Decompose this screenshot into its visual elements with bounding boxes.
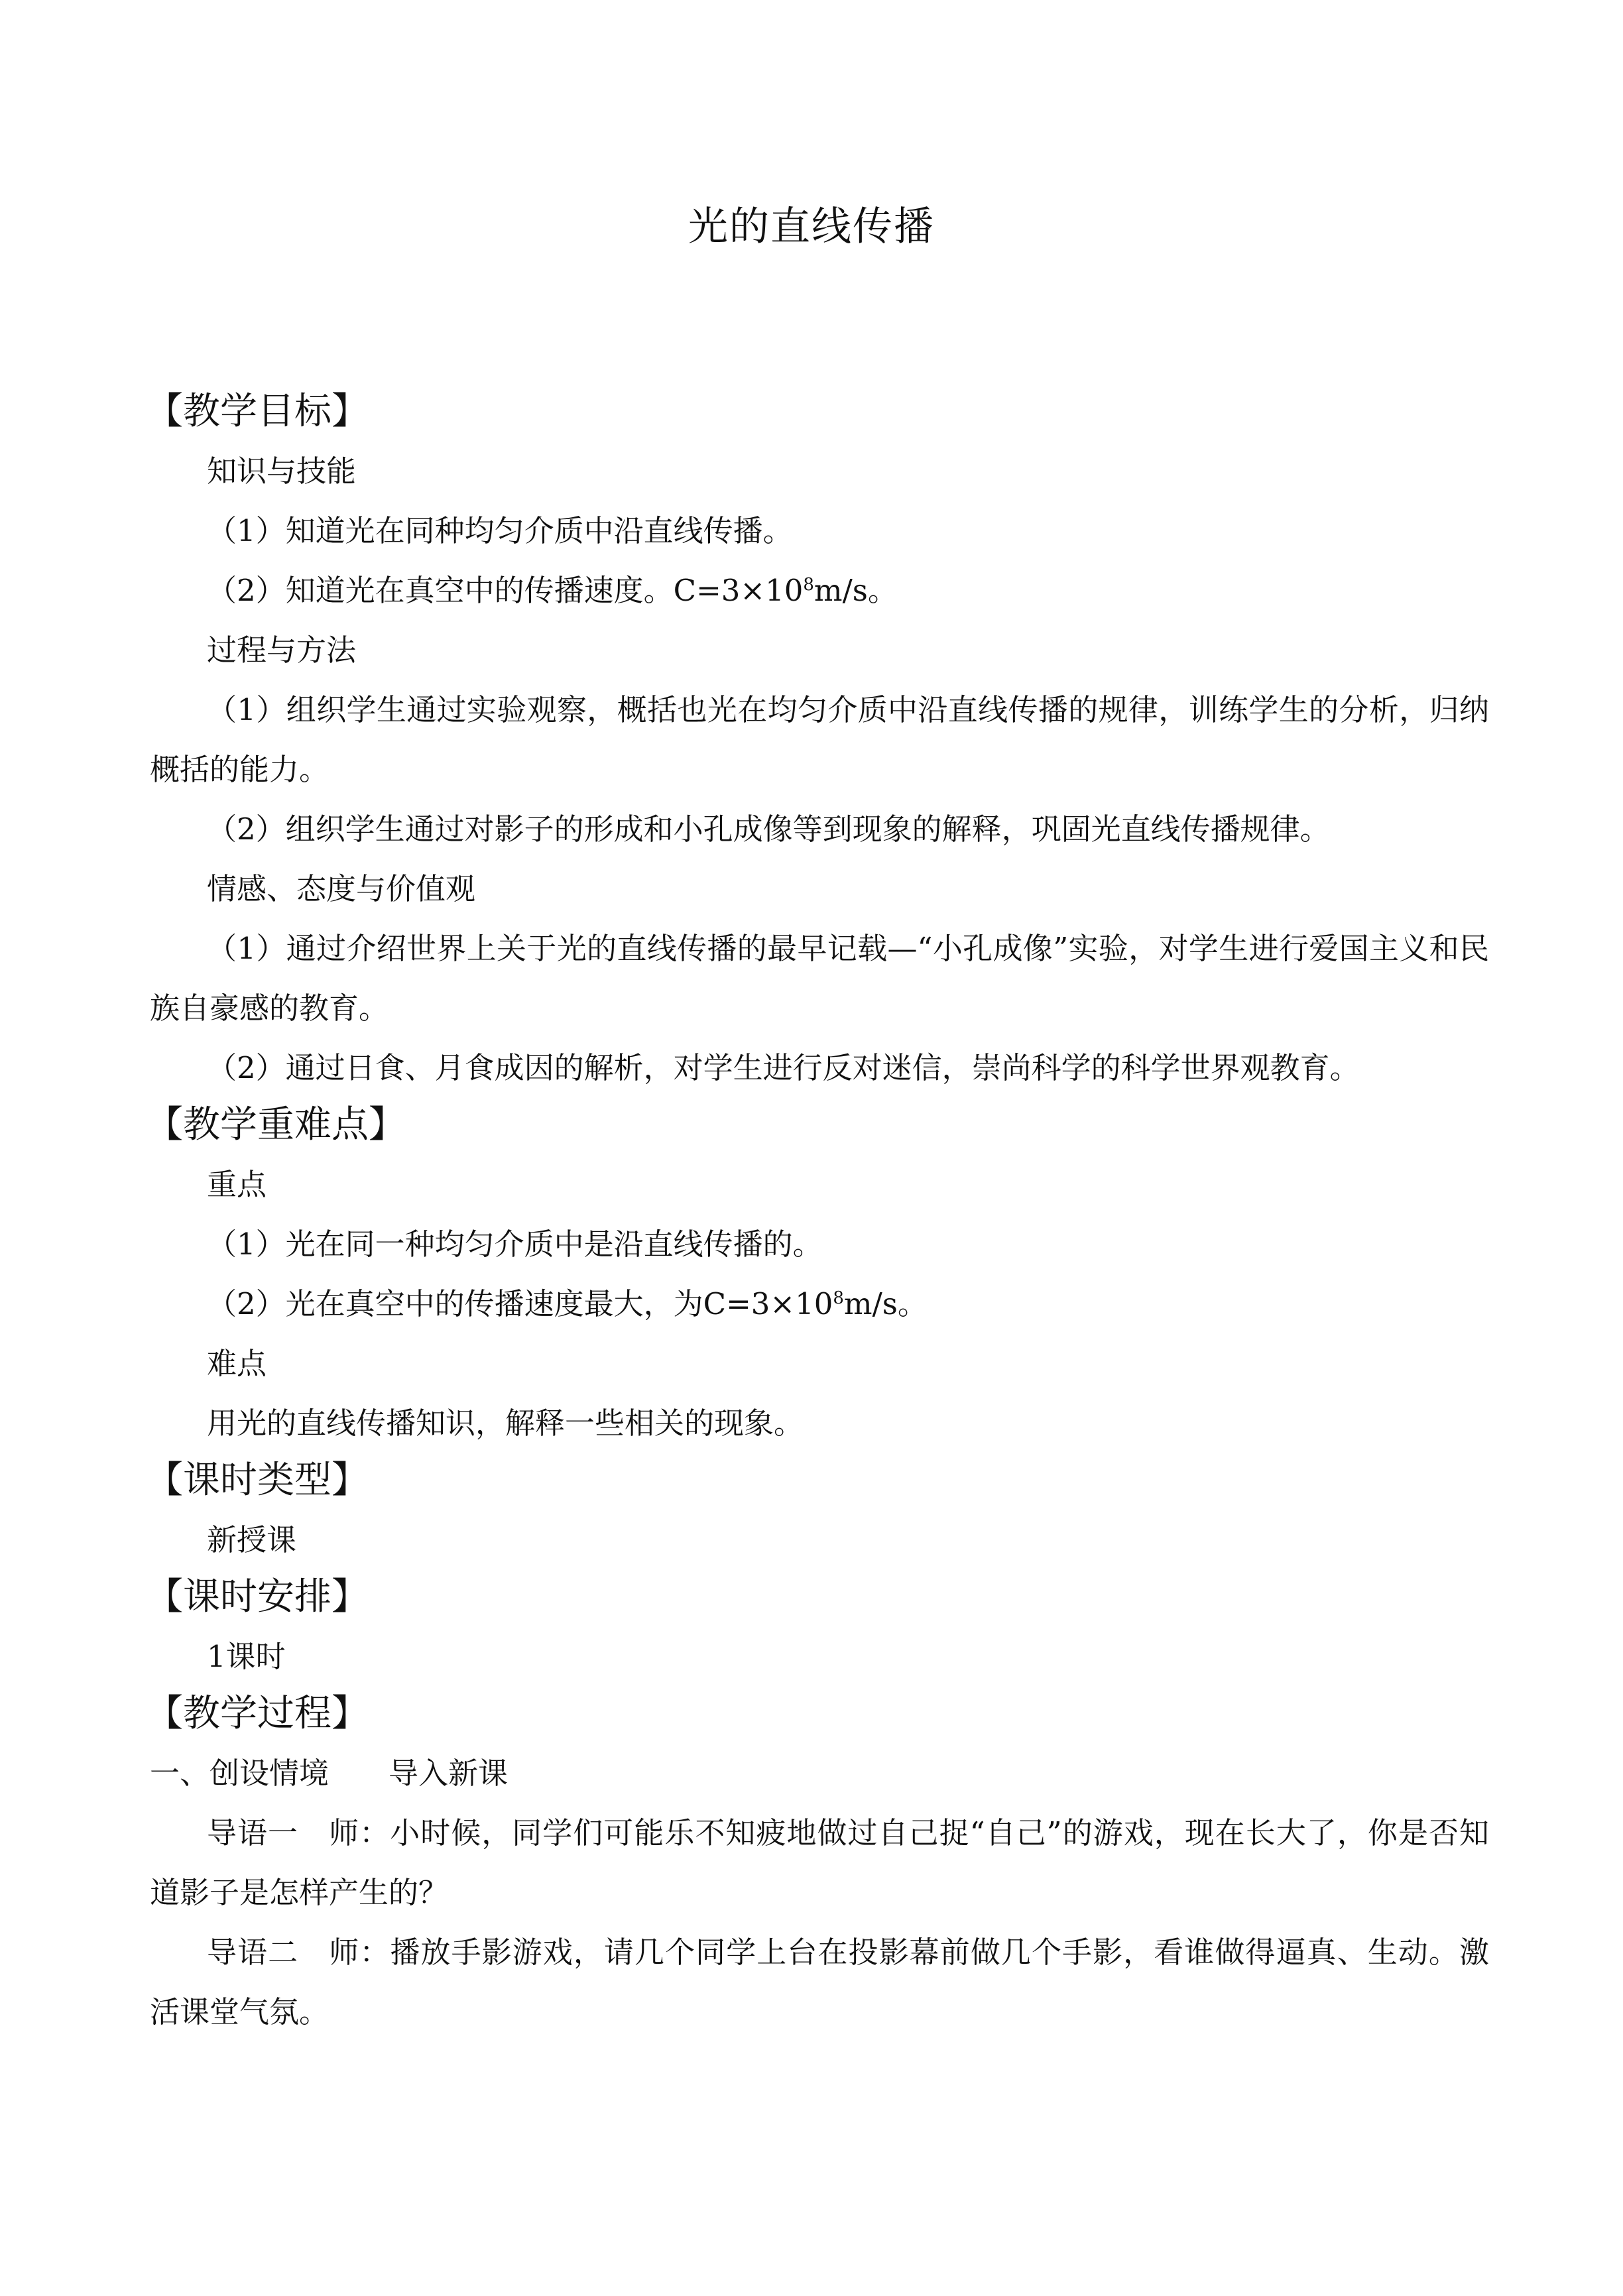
- key-item-1: （1）光在同一种均匀介质中是沿直线传播的。: [207, 1227, 823, 1262]
- section-heading-process: 【教学过程】: [146, 1692, 369, 1735]
- key-item-2-unit: m/s。: [843, 1286, 928, 1321]
- emotion-item-1: （1）通过介绍世界上关于光的直线传播的最早记载—“小孔成像”实验，对学生进行爱国主义和民族自豪感的教育。: [150, 931, 1489, 1026]
- document-body: [146, 385, 1489, 2042]
- difficult-text: 用光的直线传播知识，解释一些相关的现象。: [207, 1406, 804, 1441]
- lesson-schedule-value: 1课时: [207, 1639, 286, 1674]
- key-item-2-text: （2）光在真空中的传播速度最大，为C=3×10: [207, 1286, 833, 1321]
- subheading-process-method: 过程与方法: [207, 633, 357, 668]
- intro-paragraph-2: 导语二 师：播放手影游戏，请几个同学上台在投影幕前做几个手影，看谁做得逼真、生动。激活课堂气氛。: [150, 1935, 1489, 2029]
- knowledge-item-2: [150, 561, 1489, 621]
- document-title: 光的直线传播: [688, 204, 935, 250]
- key-item-2: [150, 1274, 1489, 1334]
- intro-paragraph-1: 导语一 师：小时候，同学们可能乐不知疲地做过自己捉“自己”的游戏，现在长大了，你是否知道影子是怎样产生的？: [150, 1815, 1489, 1910]
- knowledge-item-1: （1）知道光在同种均匀介质中沿直线传播。: [207, 513, 793, 548]
- process-step-1-sub: 导入新课: [389, 1756, 509, 1791]
- subheading-knowledge: 知识与技能: [207, 453, 357, 489]
- section-heading-objectives: 【教学目标】: [146, 390, 369, 433]
- subheading-difficult: 难点: [207, 1346, 267, 1381]
- section-heading-lesson-schedule: 【课时安排】: [146, 1575, 369, 1618]
- subheading-emotion: 情感、态度与价值观: [207, 871, 476, 906]
- key-item-2-exponent: 8: [833, 1288, 844, 1308]
- emotion-item-2: （2）通过日食、月食成因的解析，对学生进行反对迷信，崇尚科学的科学世界观教育。: [207, 1050, 1360, 1085]
- knowledge-item-2-exponent: 8: [803, 575, 814, 595]
- knowledge-item-2-text: （2）知道光在真空中的传播速度。C=3×10: [207, 573, 804, 608]
- process-step-1: [150, 1744, 1489, 1803]
- section-heading-key-points: 【教学重难点】: [146, 1103, 406, 1146]
- process-item-1: （1）组织学生通过实验观察，概括也光在均匀介质中沿直线传播的规律，训练学生的分析，归纳概括的能力。: [150, 692, 1489, 787]
- process-step-1-label: 一、创设情境: [150, 1756, 330, 1791]
- process-item-2: （2）组织学生通过对影子的形成和小孔成像等到现象的解释，巩固光直线传播规律。: [207, 812, 1330, 847]
- lesson-type-value: 新授课: [207, 1522, 297, 1557]
- subheading-key: 重点: [207, 1167, 267, 1202]
- section-heading-lesson-type: 【课时类型】: [146, 1459, 369, 1502]
- knowledge-item-2-unit: m/s。: [813, 573, 898, 608]
